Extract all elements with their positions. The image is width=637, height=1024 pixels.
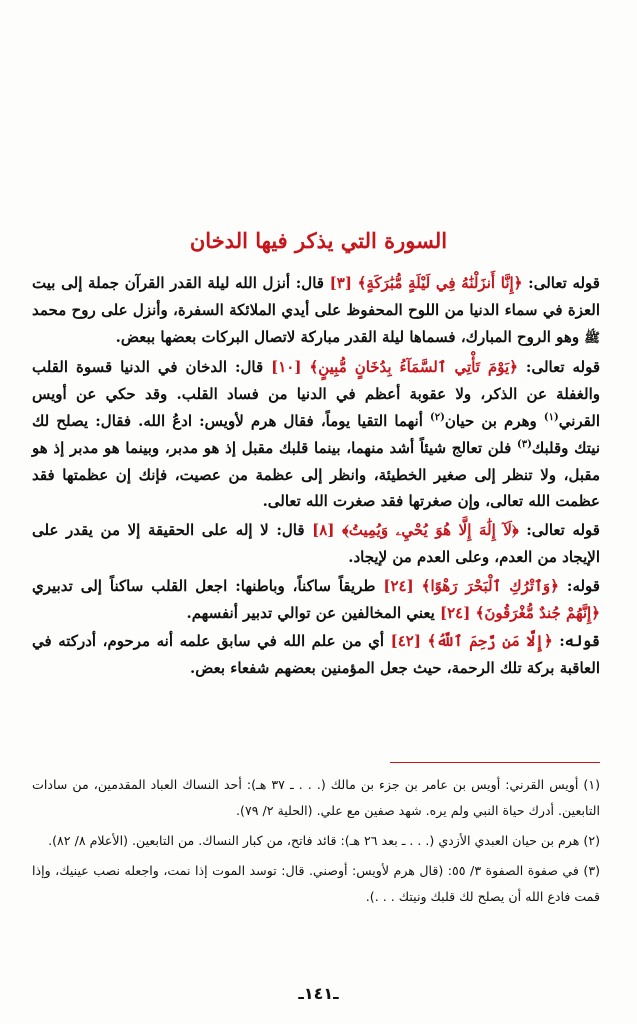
footnote-2: (٢) هرم بن حيان العبدي الأزدي (. . . ـ بعد ٢٦ هـ): قائد فاتح، من كبار النساك. من التابعين. (الأعلام ٨/ ٨٢). <box>48 833 600 848</box>
quran-verse: ﴿وَٱتْرُكِ ٱلْبَحْرَ رَهْوًا﴾ <box>421 576 559 595</box>
paragraph-text: قال: الدخان في الدنيا قسوة القلب والغفلة عن الذكر، ولا عقوبة أعظم في الدنيا من فساد القلب. وقد حكي عن أويس القرني <box>32 358 600 430</box>
footnotes <box>32 772 600 914</box>
verse-number: [٨] <box>312 521 335 540</box>
verse-number: [١٠] <box>271 358 302 377</box>
paragraph-text: وهرم بن حيان <box>444 411 544 430</box>
paragraph-text: أي من علم الله في سابق علمه أنه مرحوم، أدركته في العاقبة بركة تلك الرحمة، حيث جعل المؤمنين بعضهم شفعاء بعض. <box>32 632 600 678</box>
paragraph-text: قال: أنزل الله ليلة القدر القرآن جملة إلى بيت العزة في سماء الدنيا من اللوح المحفوظ على أيدي الملائكة السفرة، وأنزل على روح محمد <box>32 274 600 319</box>
footnote-3: (٣) في صفوة الصفوة ٣/ ٥٥: (قال هرم لأويس: أوصني. قال: توسد الموت إذا نمت، واجعله نصب عينيك، وإذا قمت فادع الله أن يصلح لك قلبك ونيتك . . .). <box>32 863 601 904</box>
quran-verse: ﴿يَوْمَ تَأْتِي ٱلسَّمَآءُ بِدُخَانٍ مُّبِينٍ﴾ <box>309 358 518 377</box>
verse-number: [٢٤] <box>440 603 471 622</box>
paragraph-text: يعني المخالفين عن توالي تدبير أنفسهم. <box>186 603 440 622</box>
quran-verse: ﴿إِنَّا أَنزَلْنَٰهُ فِي لَيْلَةٍ مُّبَٰرَكَةٍ﴾ <box>357 274 523 292</box>
paragraph-lead: قوله تعالى: <box>526 521 600 540</box>
paragraph-5 <box>32 628 600 682</box>
chapter-title: السورة التي يذكر فيها الدخان <box>189 228 448 253</box>
paragraph-text: أنهما التقيا يوماً، فقال هرم لأويس: ادعُ الله. فقال: يصلح لك نيتك وقلبك <box>32 411 601 457</box>
paragraph-3 <box>32 517 600 571</box>
paragraph-lead: قوله: <box>566 576 600 595</box>
paragraph-text: قال: لا إله على الحقيقة إلا من يقدر على الإيجاد من العدم، وعلى العدم من لإيجاد. <box>32 521 600 566</box>
paragraph-text: وهو الروح المبارك، فسماها ليلة القدر مباركة لاتصال البركات بعضها ببعض. <box>115 327 585 346</box>
paragraph-lead: قوله تعالى: <box>528 274 600 292</box>
quran-verse: ﴿إِنَّهُمْ جُندٌ مُّغْرَقُونَ﴾ <box>475 603 600 622</box>
quran-verse: ﴿لَآ إِلَٰهَ إِلَّا هُوَ يُحْيِۦ وَيُمِيتُ﴾ <box>342 521 519 540</box>
footnote-1: (١) أويس القرني: أويس بن عامر بن جزء بن مالك (. . . ـ ٣٧ هـ): أحد النساك العباد المقدمين، من سادات التابعين. أدرك حياة النبي ولم يره. شهد صفين مع علي. (الحلية ٢/ ٧٩). <box>32 777 600 818</box>
salutation-seal-icon: ﷺ <box>584 330 600 346</box>
verse-number: [٢٤] <box>383 576 414 595</box>
quran-verse: ﴿إِلَّا مَن رَّحِمَ ٱللَّهُ﴾ <box>427 632 553 651</box>
paragraph-2 <box>32 354 600 515</box>
paragraph-text: فلن تعالج شيئاً أشد منهما، بينما قلبك مقبل إذ هو مدبر، وبينما هو مدبر إذ هو مقبل، ولا تنظر إلى صغير الخطيئة، وانظر إلى عظمة من عصيت، فإنك إن عظمتها فقد عظمت الله تعالى، وإن صغرتها فقد صغرت الله تعالى. <box>32 438 600 511</box>
verse-number: [٣] <box>329 274 352 292</box>
footnote-ref[interactable]: (٣) <box>517 438 532 450</box>
verse-number: [٤٢] <box>390 632 421 651</box>
paragraph-1 <box>32 270 600 352</box>
footnote-divider <box>390 762 600 763</box>
paragraph-lead: قوله تعالى: <box>525 358 600 377</box>
main-text <box>32 270 600 684</box>
paragraph-lead: قوله: <box>559 632 600 651</box>
paragraph-4 <box>32 573 600 627</box>
footnote-ref[interactable]: (١) <box>543 411 559 423</box>
paragraph-text: طريقاً ساكناً، وباطنها: اجعل القلب ساكناً إلى تدبيري <box>32 576 384 595</box>
page-number: ـ١٤١ـ <box>298 984 339 1003</box>
footnote-ref[interactable]: (٢) <box>429 411 445 423</box>
